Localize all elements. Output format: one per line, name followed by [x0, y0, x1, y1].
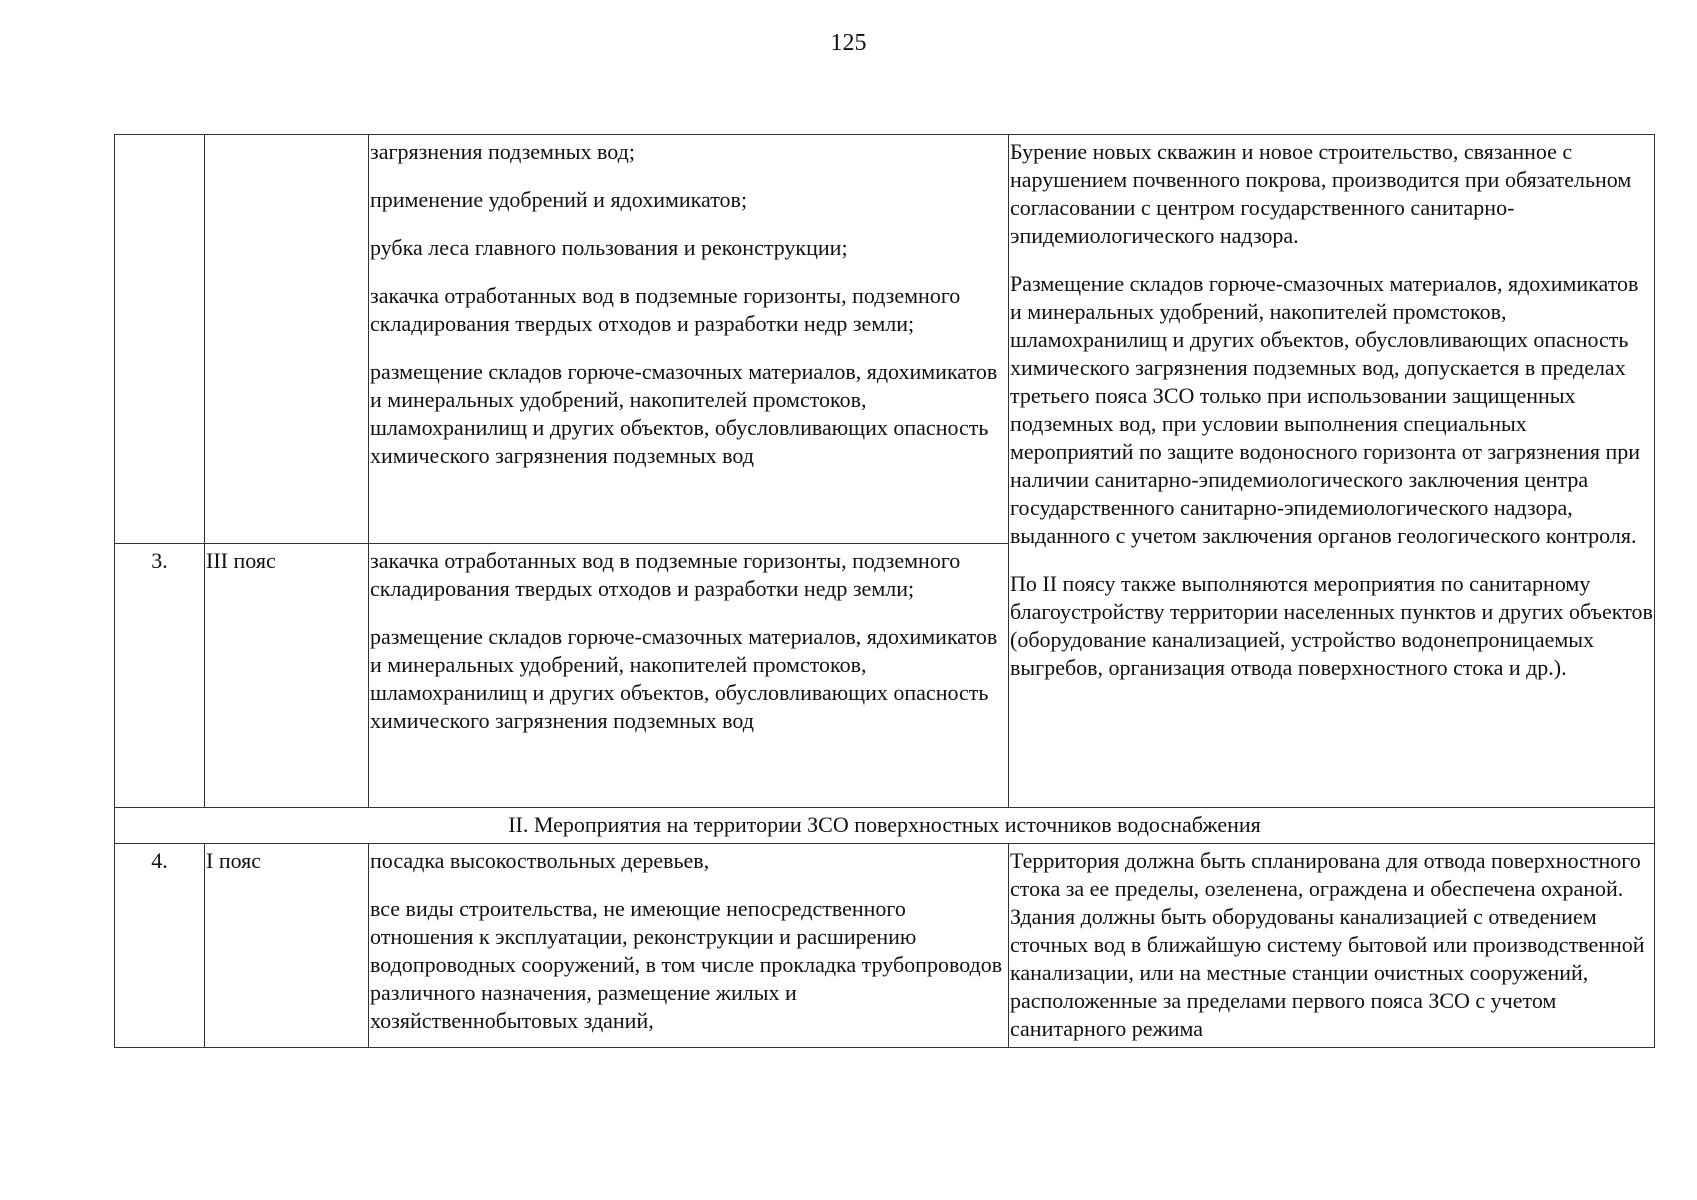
restriction-item: размещение складов горюче-смазочных материалов, ядохимикатов и минеральных удобрений, накопителей промстоков, шламохранилищ и других объектов, обусловливающих опасность химического загрязнения подземных вод — [370, 359, 998, 468]
row-number-cell: 4. — [115, 844, 205, 1048]
restriction-item: посадка высокоствольных деревьев, — [370, 848, 710, 873]
measures-cell — [1009, 844, 1655, 1048]
restriction-item: применение удобрений и ядохимикатов; — [370, 187, 748, 212]
restriction-item: загрязнения подземных вод; — [370, 139, 635, 164]
restriction-item: закачка отработанных вод в подземные горизонты, подземного складирования твердых отходов и разработки недр земли; — [370, 548, 961, 601]
row-number-cell: 3. — [115, 544, 205, 808]
table-row — [115, 135, 1655, 544]
restriction-item: рубка леса главного пользования и реконструкции; — [370, 235, 848, 260]
row-number-cell — [115, 135, 205, 544]
restriction-item: размещение складов горюче-смазочных материалов, ядохимикатов и минеральных удобрений, накопителей промстоков, шламохранилищ и других объектов, обусловливающих опасность химического загрязнения подземных вод — [370, 624, 998, 733]
measure-paragraph: Бурение новых скважин и новое строительство, связанное с нарушением почвенного покрова, производится при обязательном согласовании с центром государственного санитарно-эпидемиологического надзора. — [1010, 139, 1632, 248]
measure-paragraph: Территория должна быть спланирована для отвода поверхностного стока за ее пределы, озеленена, ограждена и обеспечена охраной. Здания должны быть оборудованы канализацией с отведением сточных вод в ближайшую систему бытовой или производственной канализации, или на местные станции очистных сооружений, расположенные за пределами первого пояса ЗСО с учетом санитарного режима — [1010, 848, 1645, 1041]
page-number: 125 — [830, 30, 867, 56]
section-heading-row — [115, 808, 1655, 844]
restriction-item: все виды строительства, не имеющие непосредственного отношения к эксплуатации, реконструкции и расширению водопроводных сооружений, в том числе прокладка трубопроводов различного назначения, размещение жилых и хозяйственнобытовых зданий, — [370, 896, 1003, 1033]
restrictions-cell — [369, 544, 1009, 808]
restrictions-cell — [369, 844, 1009, 1048]
zone-cell — [205, 135, 369, 544]
measure-paragraph: Размещение складов горюче-смазочных материалов, ядохимикатов и минеральных удобрений, накопителей промстоков, шламохранилищ и других объектов, обусловливающих опасность химического загрязнения подземных вод, допускается в пределах третьего пояса ЗСО только при использовании защищенных подземных вод, при условии выполнения специальных мероприятий по защите водоносного горизонта от загрязнения при наличии санитарно-эпидемиологического заключения центра государственного санитарно-эпидемиологического надзора, выданного с учетом заключения органов геологического контроля. — [1010, 271, 1641, 548]
restrictions-cell — [369, 135, 1009, 544]
measure-paragraph: По II поясу также выполняются мероприятия по санитарному благоустройству территории населенных пунктов и других объектов (оборудование канализацией, устройство водонепроницаемых выгребов, организация отвода поверхностного стока и др.). — [1010, 571, 1653, 680]
restriction-item: закачка отработанных вод в подземные горизонты, подземного складирования твердых отходов и разработки недр земли; — [370, 283, 961, 336]
table-row — [115, 844, 1655, 1048]
zone-cell: III пояс — [205, 544, 369, 808]
measures-cell — [1009, 135, 1655, 808]
zone-cell: I пояс — [205, 844, 369, 1048]
measures-table — [114, 134, 1655, 1048]
section-heading: II. Мероприятия на территории ЗСО поверхностных источников водоснабжения — [115, 808, 1655, 844]
